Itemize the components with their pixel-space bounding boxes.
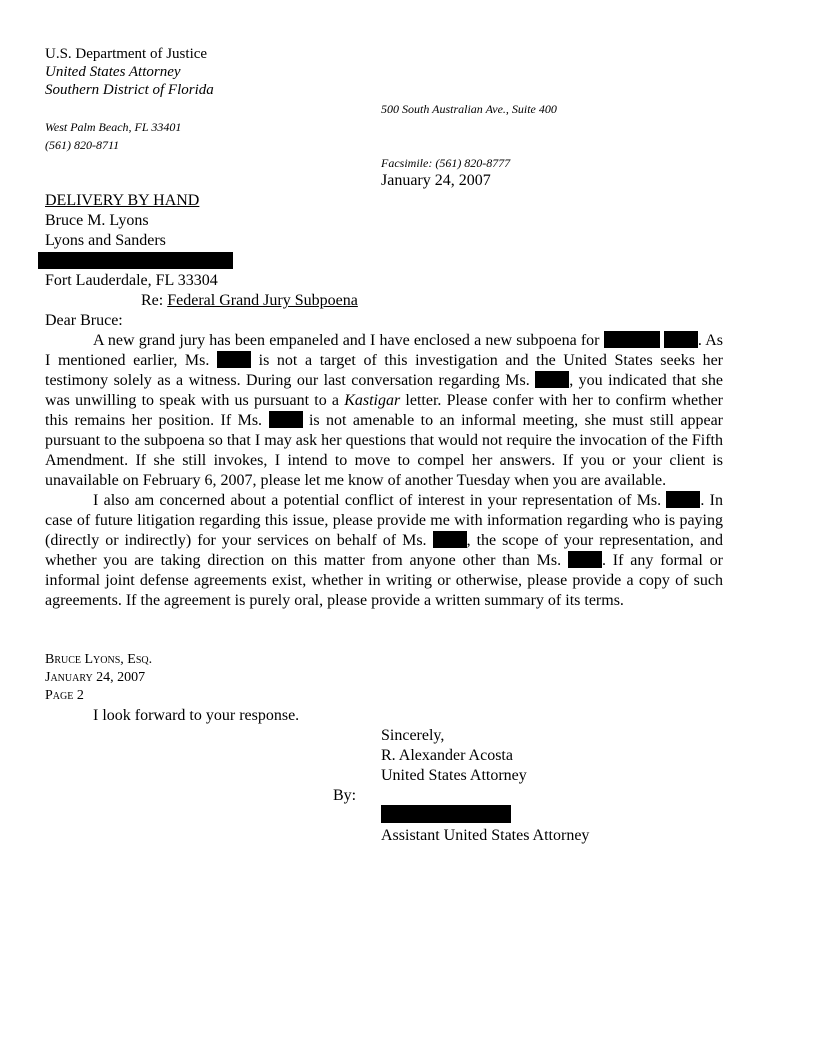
kastigar-italic: Kastigar (344, 392, 401, 409)
page-header-date: January 24, 2007 (45, 670, 146, 685)
p2-text-4: . If any formal or informal joint defense agreements exist, whether in writing or otherwise, please provide a copy of such agreements. If the agreement is purely oral, please provide a written summary of its terms. (45, 552, 724, 609)
redaction (604, 331, 660, 348)
p2-text-3: , the scope of your representation, and whether you are taking direction on this matter from anyone other than Ms. (45, 532, 724, 569)
redaction (433, 531, 467, 548)
redaction (568, 551, 602, 568)
district-name: Southern District of Florida (45, 82, 214, 98)
redaction (535, 371, 569, 388)
closing-line: I look forward to your response. (93, 707, 300, 724)
page-header-number: Page 2 (45, 688, 84, 703)
p1-text-5: letter. Please confer with her to confirm whether this remains her position. If Ms. (45, 392, 723, 429)
salutation: Dear Bruce: (45, 312, 123, 329)
p1-text-1: A new grand jury has been empaneled and I have enclosed a new subpoena for (93, 332, 604, 349)
letter-date: January 24, 2007 (381, 172, 491, 189)
delivery-method: DELIVERY BY HAND (45, 192, 200, 209)
fax-number: Facsimile: (561) 820-8777 (381, 156, 511, 170)
signer-name: R. Alexander Acosta (381, 747, 513, 764)
recipient-name: Bruce M. Lyons (45, 212, 149, 229)
sign-off: Sincerely, (381, 727, 445, 744)
assistant-attorney-title: Assistant United States Attorney (381, 827, 590, 844)
department-name: U.S. Department of Justice (45, 46, 208, 62)
p1-text-4: , you indicated that she was unwilling to speak with us pursuant to a (45, 372, 724, 409)
paragraph-2 (45, 491, 723, 611)
page-header-name: Bruce Lyons, Esq. (45, 652, 153, 667)
p1-text-3: is not a target of this investigation and the United States seeks her testimony solely as a witness. During our last conversation regarding Ms. (45, 352, 724, 389)
by-label: By: (333, 787, 357, 804)
re-subject: Federal Grand Jury Subpoena (167, 292, 358, 309)
recipient-firm: Lyons and Sanders (45, 232, 166, 249)
p2-text-2: . In case of future litigation regarding this issue, please provide me with information regarding who is paying (directly or indirectly) for your services on behalf of Ms. (45, 492, 724, 549)
redaction (664, 331, 698, 348)
redaction (217, 351, 251, 368)
redacted-street-address (38, 252, 233, 269)
p1-text-6: is not amenable to an informal meeting, she must still appear pursuant to the subpoena so that I may ask her questions that would not require the invocation of the Fifth Amendment. If she still invokes, I intend to move to compel her answers. If you or your client is unavailable on February 6, 2007, please let me know of another Tuesday when you are available. (45, 412, 723, 489)
p1-text-2: . As I mentioned earlier, Ms. (45, 332, 724, 369)
redaction (666, 491, 700, 508)
redaction (269, 411, 303, 428)
signer-office-title: United States Attorney (381, 767, 527, 784)
city-address: West Palm Beach, FL 33401 (45, 120, 182, 134)
letter-body (45, 331, 723, 611)
recipient-city: Fort Lauderdale, FL 33304 (45, 272, 218, 289)
office-name: United States Attorney (45, 64, 181, 80)
phone-number: (561) 820-8711 (45, 138, 120, 152)
street-address: 500 South Australian Ave., Suite 400 (381, 102, 557, 116)
redacted-signature (381, 805, 511, 823)
re-line (141, 291, 358, 311)
re-prefix: Re: (141, 292, 168, 309)
p2-text-1: I also am concerned about a potential conflict of interest in your representation of Ms. (93, 492, 667, 509)
paragraph-1 (45, 331, 723, 491)
